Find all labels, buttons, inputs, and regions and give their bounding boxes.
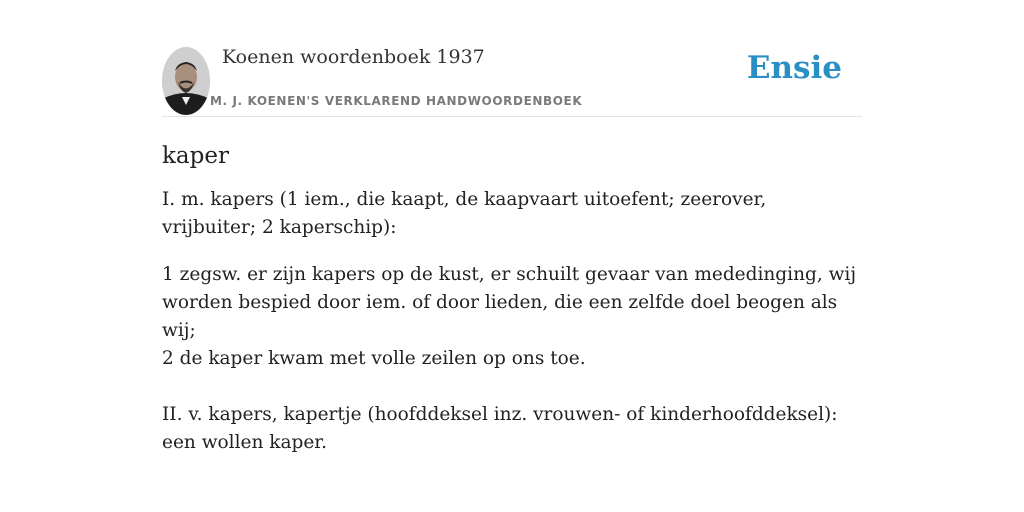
definition — [162, 186, 862, 457]
headword: kaper — [162, 143, 229, 169]
ensie-logo[interactable]: Ensie — [746, 50, 842, 86]
sense-two: II. v. kapers, kapertje (hoofddeksel inz. vrouwen- of kinderhoofddeksel): een wollen kaper. — [162, 404, 838, 453]
book-title[interactable]: Koenen woordenboek 1937 — [222, 46, 485, 68]
page-container — [162, 40, 862, 457]
dictionary-header — [162, 40, 862, 117]
author-portrait-icon — [162, 47, 210, 115]
sense-one-example-1: 1 zegsw. er zijn kapers op de kust, er schuilt gevaar van mededinging, wij worden bespied door iem. of door lieden, die een zelfde doel beogen als wij; — [162, 264, 857, 341]
book-subtitle: M. J. KOENEN'S VERKLAREND HANDWOORDENBOEK — [210, 94, 583, 108]
sense-one-intro: I. m. kapers (1 iem., die kaapt, de kaapvaart uitoefent; zeerover, vrijbuiter; 2 kaperschip): — [162, 189, 767, 238]
sense-one-example-2: 2 de kaper kwam met volle zeilen op ons toe. — [162, 348, 586, 369]
sense-one-examples — [162, 261, 862, 373]
